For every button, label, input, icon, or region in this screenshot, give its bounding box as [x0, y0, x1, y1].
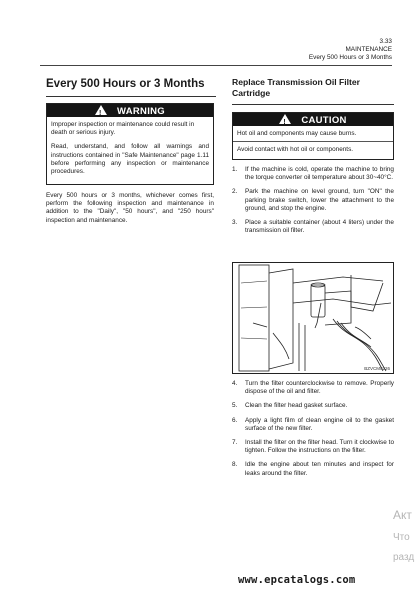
subsection-name: Every 500 Hours or 3 Months [308, 54, 392, 62]
watermark-line-2: Что [393, 532, 410, 543]
page-number: 3.33 [379, 38, 392, 45]
section-name: MAINTENANCE [345, 46, 392, 54]
intro-paragraph: Every 500 hours or 3 months, whichever comes first, perform the following inspection and maintenance in addition to the "Daily", "50 hours", and "250 hours" inspection and maintenance. [46, 192, 214, 224]
watermark-line-3: разд [393, 552, 415, 563]
procedure-title-rule [232, 104, 394, 105]
caution-text-1: Hot oil and components may cause burns. [237, 130, 357, 137]
step-item: 8. Idle the engine about ten minutes and inspect for leaks around the filter. [232, 461, 394, 477]
warning-header [47, 104, 213, 117]
caution-text-2: Avoid contact with hot oil or components. [237, 146, 354, 154]
page-header [309, 38, 392, 63]
step-item: 6. Apply a light film of clean engine oil to the gasket surface of the new filter. [232, 416, 394, 432]
title-rule [46, 96, 216, 97]
steps-list-b [232, 380, 394, 484]
oil-filter-illustration [233, 263, 393, 373]
warning-triangle-icon: ! [95, 105, 107, 115]
warning-box [46, 103, 214, 185]
step-item: 2. Park the machine on level ground, turn "ON" the parking brake switch, lower the attachment to the ground, and stop the engine. [232, 188, 394, 212]
header-rule [40, 65, 392, 66]
step-item: 7. Install the filter on the filter head. Turn it clockwise to tighten. Follow the instructions on the filter. [232, 439, 394, 455]
warning-text-2: Read, understand, and follow all warnings and instructions contained in "Safe Maintenance" page 1.11 before performing any inspection or maintenance procedures. [51, 143, 209, 176]
section-title: Every 500 Hours or 3 Months [46, 78, 205, 90]
caution-box [232, 112, 394, 160]
caution-triangle-icon: ! [279, 114, 291, 124]
footer-url[interactable]: www.epcatalogs.com [238, 574, 356, 586]
steps-list-a [232, 166, 394, 241]
figure-code: BZVCM0226 [364, 366, 390, 371]
watermark-line-1: Акт [393, 508, 412, 522]
procedure-title: Replace Transmission Oil Filter Cartridge [232, 77, 360, 98]
caution-label: CAUTION [301, 115, 347, 126]
step-item: 3. Place a suitable container (about 4 liters) under the transmission oil filter. [232, 219, 394, 235]
step-item: 4. Turn the filter counterclockwise to remove. Properly dispose of the oil and filter. [232, 380, 394, 396]
warning-label: WARNING [116, 106, 165, 117]
oil-filter-figure [232, 262, 394, 374]
step-item: 5. Clean the filter head gasket surface. [232, 402, 348, 410]
caution-header [233, 113, 393, 126]
warning-text-1: Improper inspection or maintenance could result in death or serious injury. [51, 121, 195, 137]
caution-divider [233, 141, 393, 142]
step-item: 1. If the machine is cold, operate the machine to bring the torque converter oil temperature about 30~40°C. [232, 166, 394, 182]
